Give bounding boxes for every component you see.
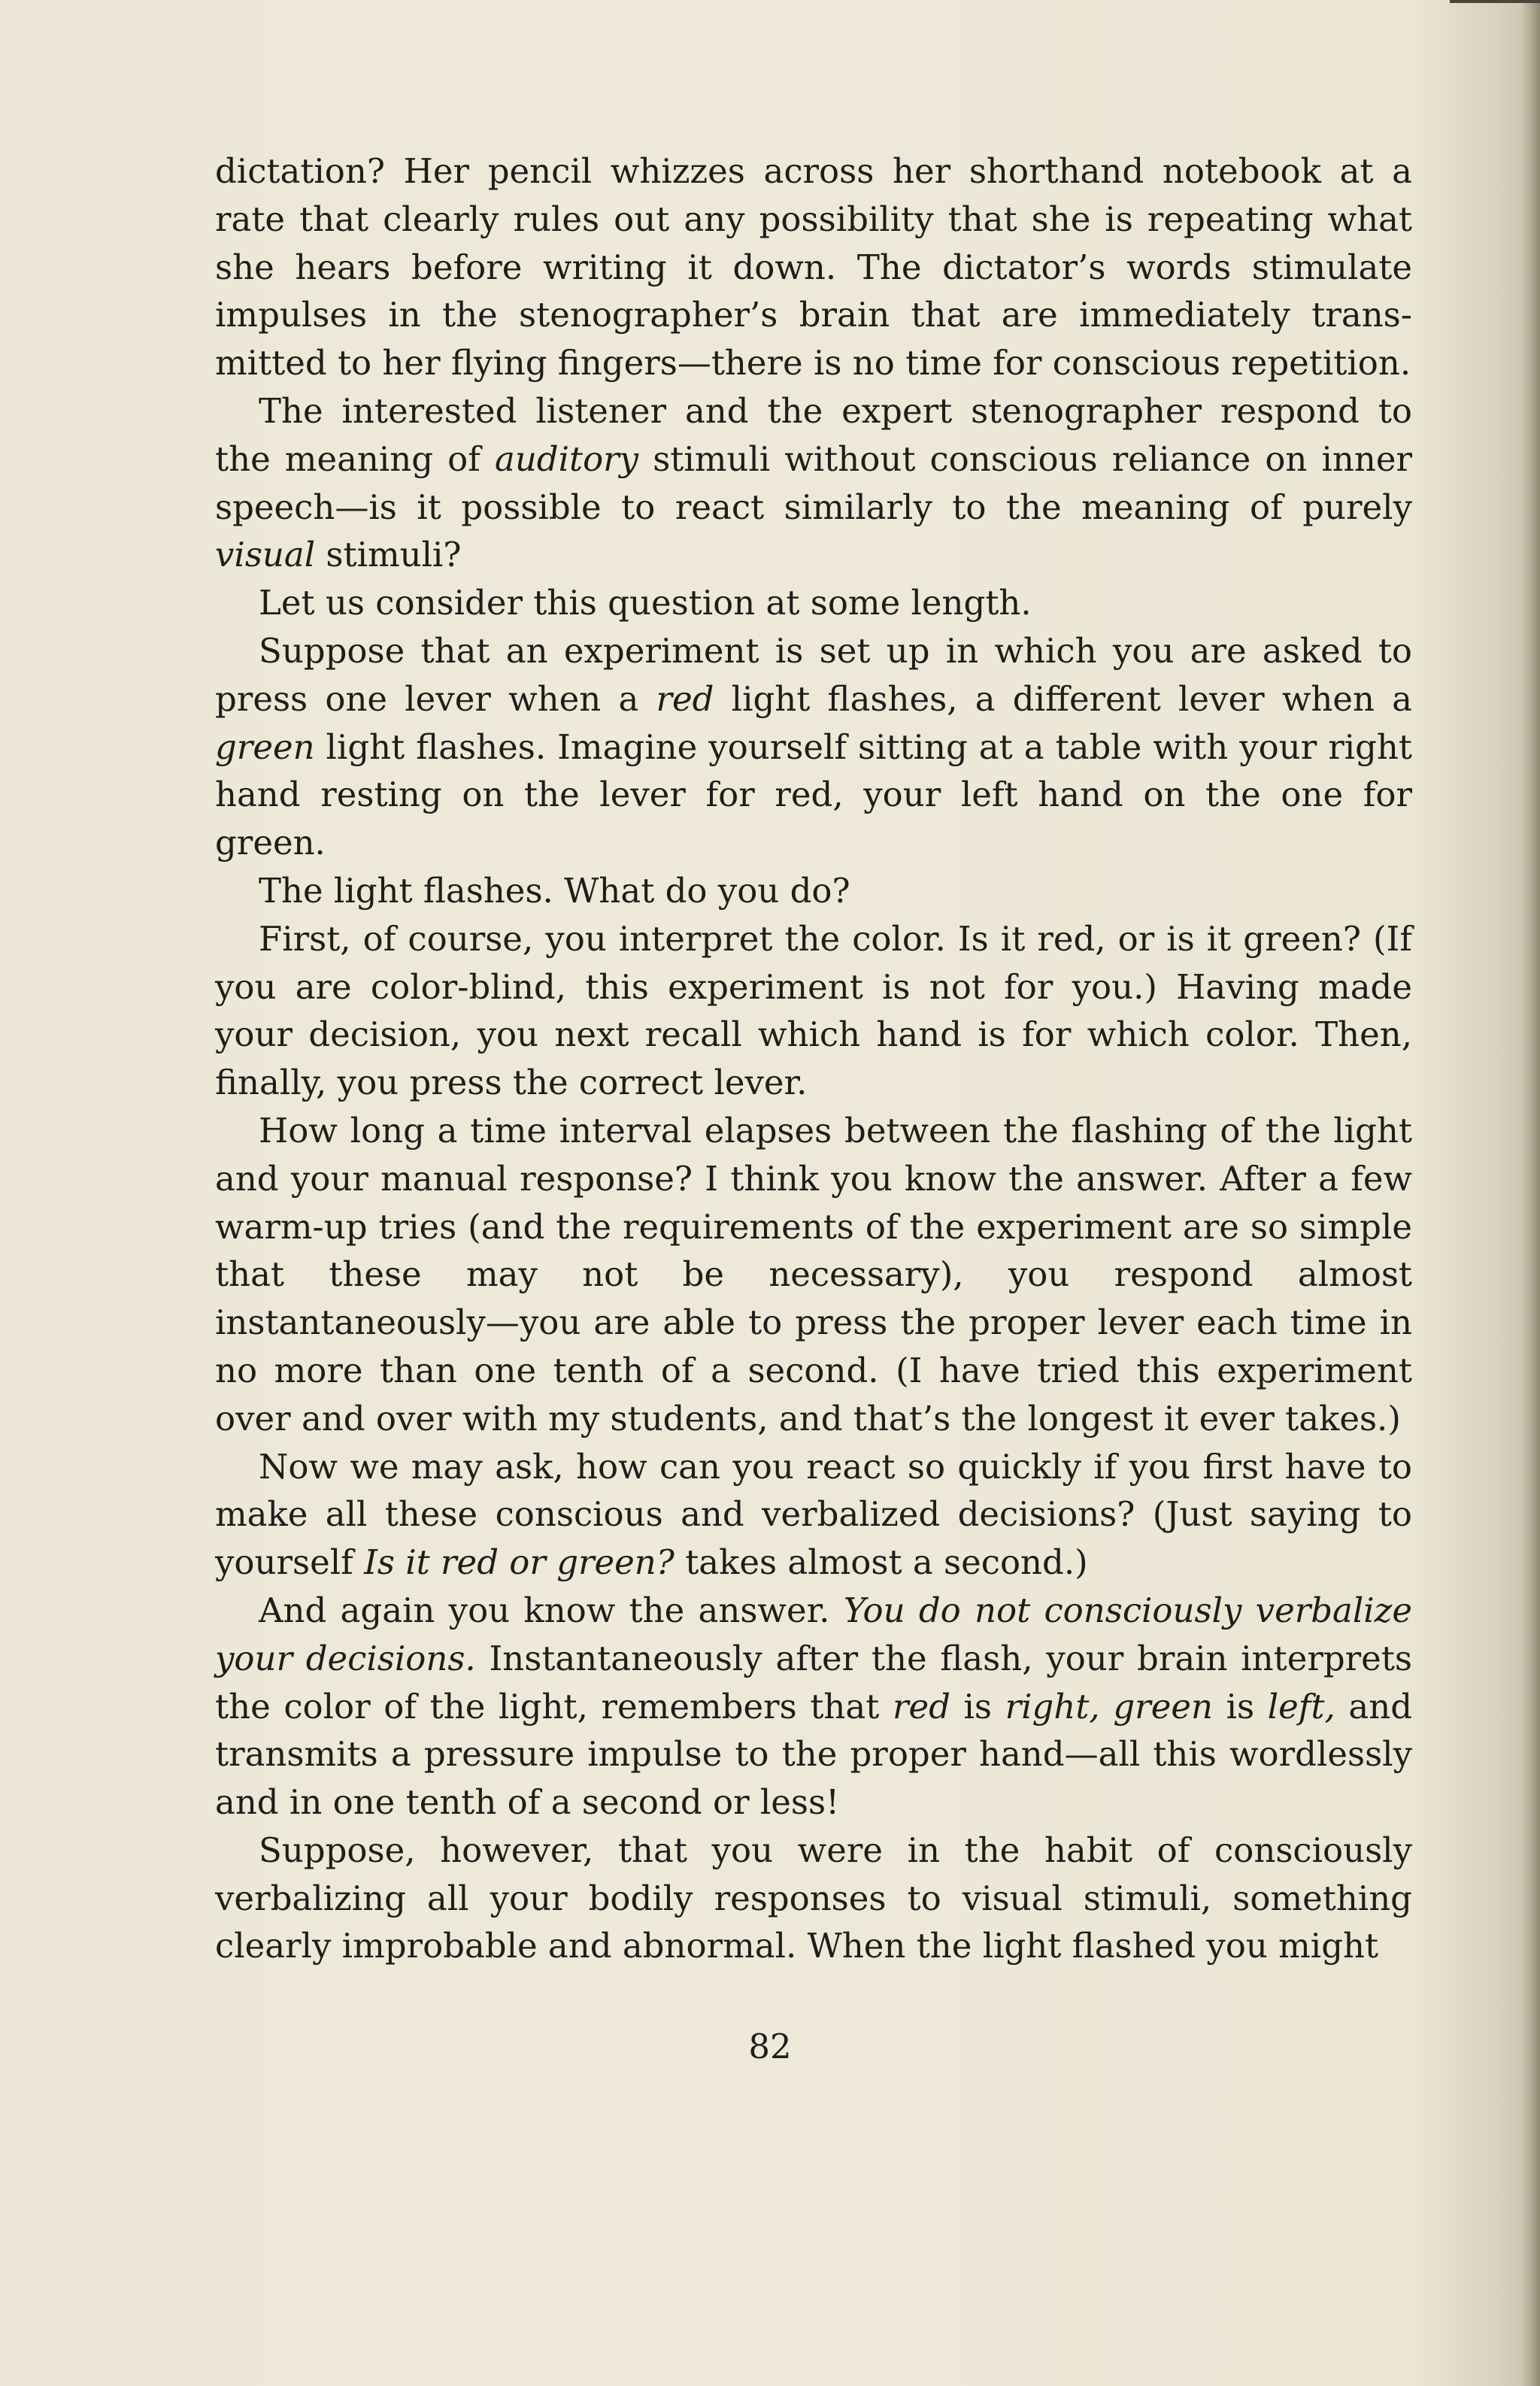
text-run: Suppose, however, that you were in the habit of consciously verbalizing all your bodily responses to visual stimuli, something clearly improbable and abnormal. When the light flashed you might: [215, 1830, 1412, 1966]
text-run: stimuli?: [315, 535, 462, 575]
text-run: is: [1212, 1686, 1268, 1727]
paragraph: [215, 387, 1412, 579]
paragraph: [215, 1587, 1412, 1827]
text-run: The interested listener and the expert stenographer respond to the meaning of: [215, 390, 1412, 479]
italic-text: You do not consciously verbalize your decisions.: [215, 1590, 1412, 1678]
italic-text: green: [215, 726, 315, 767]
italic-text: red: [656, 678, 714, 719]
text-run: takes almost a second.): [674, 1542, 1088, 1583]
page-number: 82: [748, 2027, 792, 2066]
body-text: [215, 147, 1412, 1970]
italic-text: visual: [215, 535, 316, 575]
text-run: Now we may ask, how can you react so quickly if you first have to make all these conscious and verbalized decisions? (Just saying to yourself: [215, 1446, 1412, 1583]
paragraph: [215, 1443, 1412, 1587]
text-run: Let us consider this question at some length.: [259, 583, 1032, 623]
italic-text: left,: [1267, 1686, 1335, 1727]
italic-text: right,: [1005, 1686, 1100, 1727]
text-run: light flashes, a different lever when a: [714, 678, 1412, 719]
paragraph: [215, 147, 1412, 387]
text-run: dictation? Her pencil whizzes across her shorthand notebook at a rate that clearly rules out any possibility that she is repeating what she hears before writing it down. The dictator’s words stimulate impulses in the stenographer’s brain that are immediately transmitted to her flying fingers—there is no time for conscious repetition.: [215, 151, 1412, 384]
text-run: The light flashes. What do you do?: [259, 870, 850, 911]
paragraph: [215, 1827, 1412, 1970]
italic-text: red: [892, 1686, 950, 1727]
text-run: stimuli without conscious reliance on inner speech—is it possible to react similarly to the meaning of purely: [215, 438, 1412, 527]
text-run: Suppose that an experiment is set up in which you are asked to press one lever when a: [215, 630, 1412, 719]
page-top-edge: [1450, 0, 1540, 3]
paragraph: [215, 627, 1412, 867]
text-run: How long a time interval elapses between the flashing of the light and your manual response? I think you know the answer. After a few warm-up tries (and the requirements of the experiment are so simple that these may not be necessary), you respond almost instantaneously—you are able to press the proper lever each time in no more than one tenth of a second. (I have tried this experiment over and over with my students, and that’s the longest it ever takes.): [215, 1110, 1412, 1439]
paragraph: [215, 1107, 1412, 1443]
italic-text: green: [1113, 1686, 1213, 1727]
paragraph: [215, 915, 1412, 1107]
text-run: [1100, 1687, 1114, 1727]
italic-text: auditory: [494, 438, 639, 479]
text-run: And again you know the answer.: [259, 1590, 844, 1630]
text-run: First, of course, you interpret the color. Is it red, or is it green? (If you are color-blind, this experiment is not for you.) Having made your decision, you next recall which hand is for which color. Then, finally, you press the correct lever.: [215, 918, 1412, 1103]
paragraph: [215, 867, 1412, 915]
text-run: is: [950, 1686, 1005, 1727]
italic-text: Is it red or green?: [364, 1542, 675, 1583]
paragraph: [215, 579, 1412, 627]
text-run: Instantaneously after the flash, your brain interprets the color of the light, remembers that: [215, 1638, 1412, 1727]
text-run: light flashes. Imagine yourself sitting at a table with your right hand resting on the lever for red, your left hand on the one for green.: [215, 726, 1412, 863]
text-run: and transmits a pressure impulse to the proper hand—all this wordlessly and in one tenth of a second or less!: [215, 1686, 1413, 1823]
